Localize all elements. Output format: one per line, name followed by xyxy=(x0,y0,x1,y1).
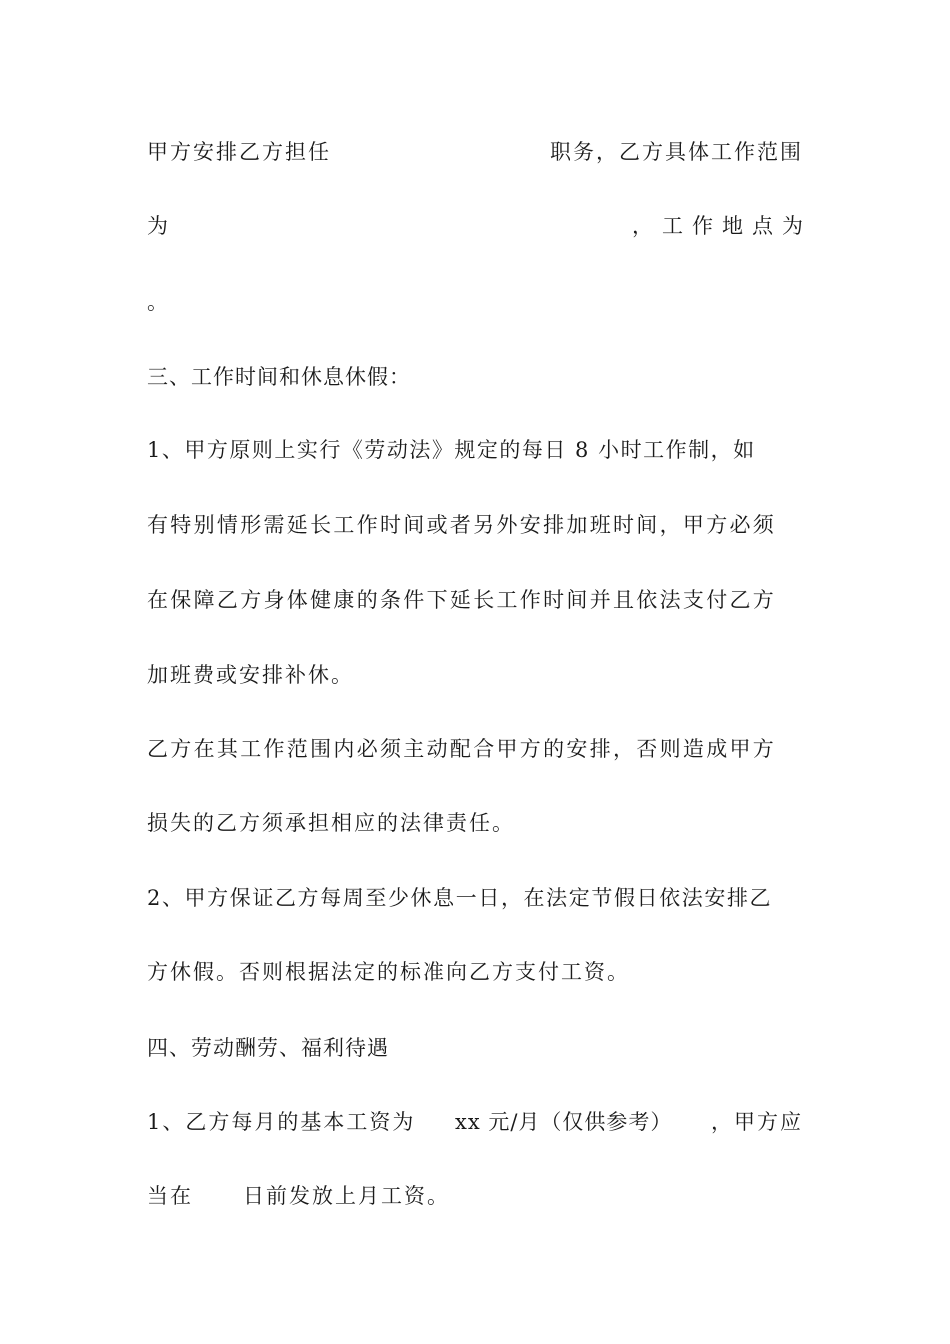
payday-label: 当在 xyxy=(147,1184,193,1208)
work-location-text: ，工作地点为 xyxy=(632,214,812,238)
work-scope-text-left: 为 xyxy=(147,214,168,238)
section3-para-text2: 损失的乙方须承担相应的法律责任。 xyxy=(147,811,515,835)
job-position-line xyxy=(147,137,803,167)
section3-para-line2 xyxy=(147,808,803,838)
section3-para-line1 xyxy=(147,734,803,764)
basic-salary-amount: xx 元/月（仅供参考） xyxy=(455,1110,673,1134)
payday-text: 日前发放上月工资。 xyxy=(243,1184,450,1208)
section3-item2-text1: 2、甲方保证乙方每周至少休息一日，在法定节假日依法安排乙 xyxy=(147,886,773,910)
section3-para-text1: 乙方在其工作范围内必须主动配合甲方的安排，否则造成甲方 xyxy=(147,737,777,761)
job-position-text-left: 甲方安排乙方担任 xyxy=(147,140,331,164)
section3-heading-text: 三、工作时间和休息休假： xyxy=(147,365,411,389)
job-position-text-right: 职务，乙方具体工作范围 xyxy=(550,140,803,164)
section3-item1-text2: 有特别情形需延长工作时间或者另外安排加班时间，甲方必须 xyxy=(147,513,777,537)
section3-item1-line3 xyxy=(147,585,803,615)
section3-item1-text3: 在保障乙方身体健康的条件下延长工作时间并且依法支付乙方 xyxy=(147,588,777,612)
work-scope-line xyxy=(147,211,812,241)
work-location-end-line xyxy=(147,287,803,317)
section4-heading xyxy=(147,1033,803,1063)
section3-item1-line1 xyxy=(147,435,803,465)
section3-item1-line2 xyxy=(147,510,803,540)
basic-salary-label: 1、乙方每月的基本工资为 xyxy=(147,1110,416,1134)
section3-item2-line1 xyxy=(147,883,803,913)
section3-item1-line4 xyxy=(147,660,803,690)
salary-payment-text: ，甲方应 xyxy=(711,1110,803,1134)
section4-item1-line2 xyxy=(147,1181,803,1211)
section3-item2-text2: 方休假。否则根据法定的标准向乙方支付工资。 xyxy=(147,960,630,984)
section3-heading xyxy=(147,362,803,392)
section4-heading-text: 四、劳动酬劳、福利待遇 xyxy=(147,1036,389,1060)
section3-item2-line2 xyxy=(147,957,803,987)
section4-item1-line1 xyxy=(147,1107,803,1137)
section3-item1-text1: 1、甲方原则上实行《劳动法》规定的每日 8 小时工作制，如 xyxy=(147,438,756,462)
period-mark: 。 xyxy=(147,290,168,314)
section3-item1-text4: 加班费或安排补休。 xyxy=(147,663,354,687)
